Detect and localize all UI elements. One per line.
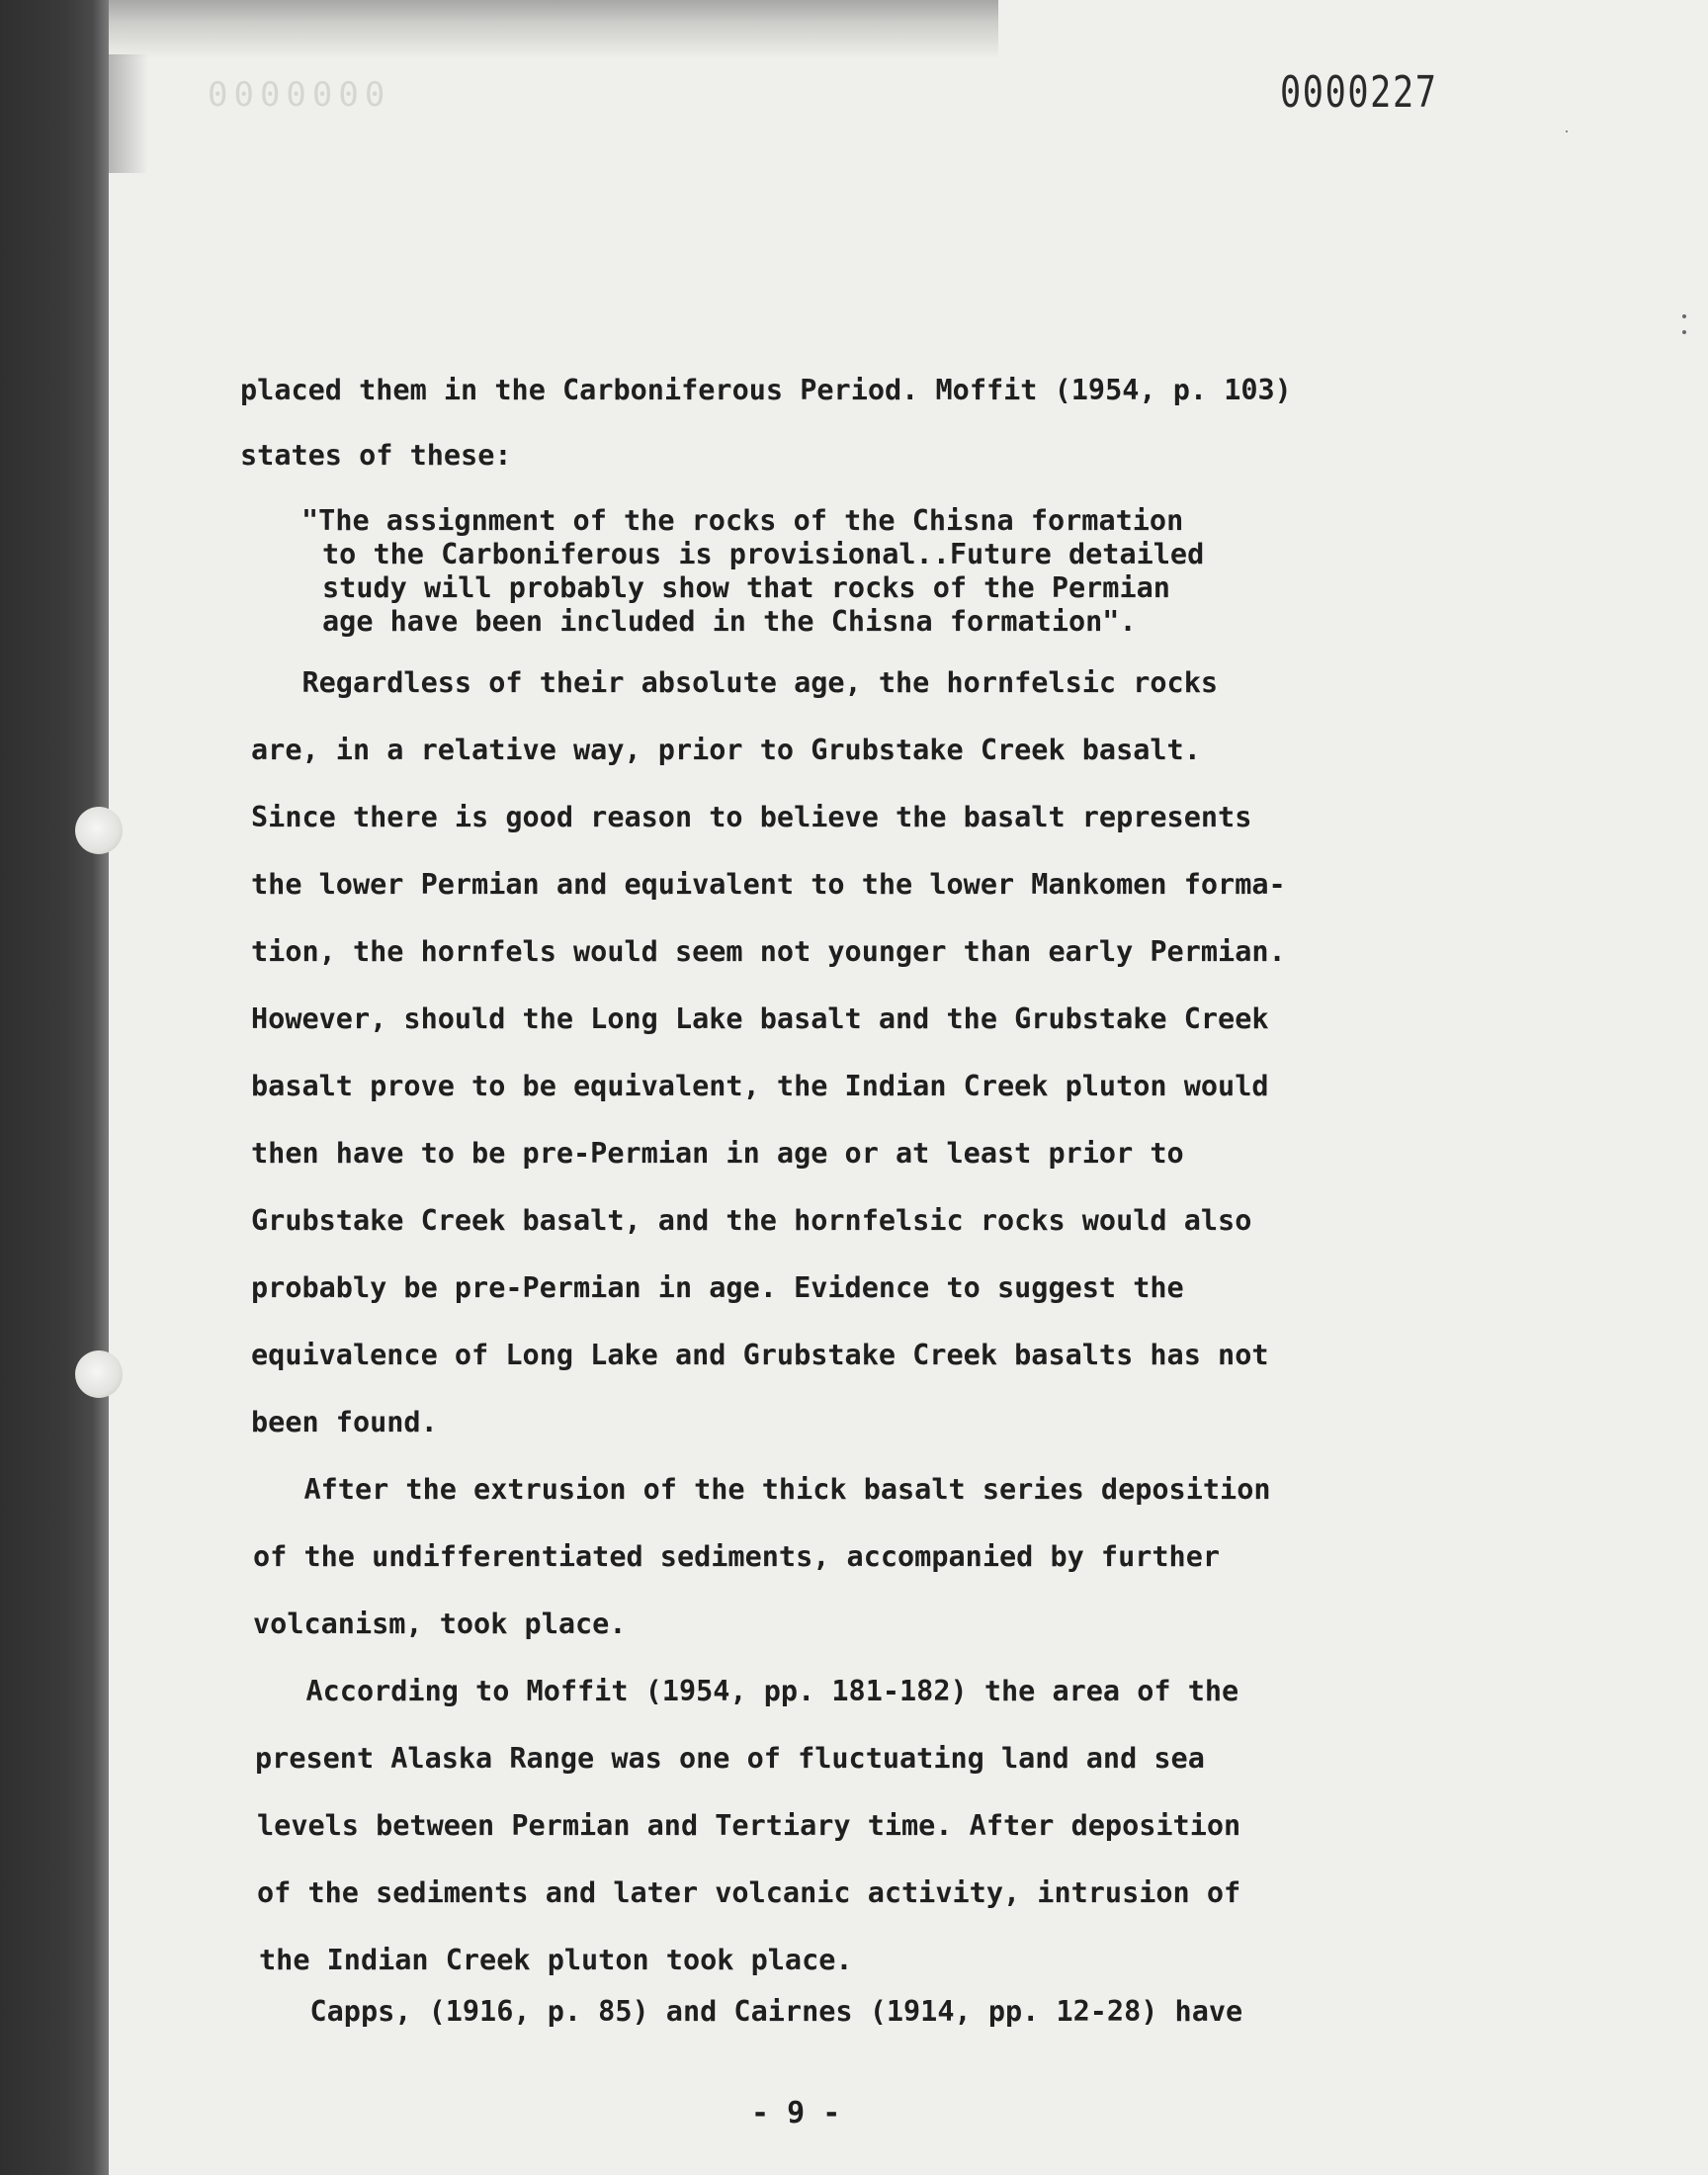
text-line: Regardless of their absolute age, the hornfelsic rocks xyxy=(251,666,1219,699)
text-line: probably be pre-Permian in age. Evidence to suggest the xyxy=(251,1271,1184,1304)
text-line: basalt prove to be equivalent, the Indian Creek pluton would xyxy=(251,1070,1269,1102)
speck xyxy=(1566,130,1568,132)
text-line: levels between Permian and Tertiary time. After deposition xyxy=(257,1809,1241,1842)
page-corner-shadow xyxy=(109,54,148,173)
text-line: been found. xyxy=(251,1406,438,1438)
speck xyxy=(1682,314,1686,318)
page-top-edge-shadow xyxy=(109,0,998,59)
block-quote-line: "The assignment of the rocks of the Chisna formation xyxy=(301,504,1184,537)
text-line: Since there is good reason to believe the basalt represents xyxy=(251,801,1252,833)
text-line: However, should the Long Lake basalt and the Grubstake Creek xyxy=(251,1002,1269,1035)
text-line: equivalence of Long Lake and Grubstake Creek basalts has not xyxy=(251,1339,1269,1371)
ghost-document-number: 0000000 xyxy=(208,75,391,115)
text-line: the lower Permian and equivalent to the lower Mankomen forma- xyxy=(251,868,1286,901)
text-line: of the undifferentiated sediments, accompanied by further xyxy=(253,1540,1221,1573)
text-line: of the sediments and later volcanic activity, intrusion of xyxy=(257,1876,1241,1909)
text-line: After the extrusion of the thick basalt series deposition xyxy=(253,1473,1271,1506)
text-line: placed them in the Carboniferous Period. Moffit (1954, p. 103) xyxy=(240,374,1292,406)
text-line: According to Moffit (1954, pp. 181-182) the area of the xyxy=(255,1675,1239,1707)
punch-hole-top xyxy=(75,807,123,854)
punch-hole-bottom xyxy=(75,1350,123,1398)
text-line: are, in a relative way, prior to Grubstake Creek basalt. xyxy=(251,734,1201,766)
page-number: - 9 - xyxy=(751,2096,841,2131)
text-line: tion, the hornfels would seem not younger than early Permian. xyxy=(251,935,1286,968)
speck xyxy=(1682,330,1686,334)
block-quote-line: age have been included in the Chisna formation". xyxy=(322,605,1137,638)
binder-strip xyxy=(0,0,109,2175)
block-quote-line: to the Carboniferous is provisional..Future detailed xyxy=(322,538,1205,570)
text-line: Grubstake Creek basalt, and the hornfelsic rocks would also xyxy=(251,1204,1252,1237)
text-line: states of these: xyxy=(240,439,512,472)
text-line: Capps, (1916, p. 85) and Cairnes (1914, pp. 12-28) have xyxy=(259,1995,1243,2028)
text-line: then have to be pre-Permian in age or at least prior to xyxy=(251,1137,1184,1170)
document-number: 0000227 xyxy=(1280,67,1438,118)
block-quote-line: study will probably show that rocks of the Permian xyxy=(322,571,1170,604)
text-line: the Indian Creek pluton took place. xyxy=(259,1944,853,1976)
text-line: volcanism, took place. xyxy=(253,1608,627,1640)
text-line: present Alaska Range was one of fluctuating land and sea xyxy=(255,1742,1205,1775)
